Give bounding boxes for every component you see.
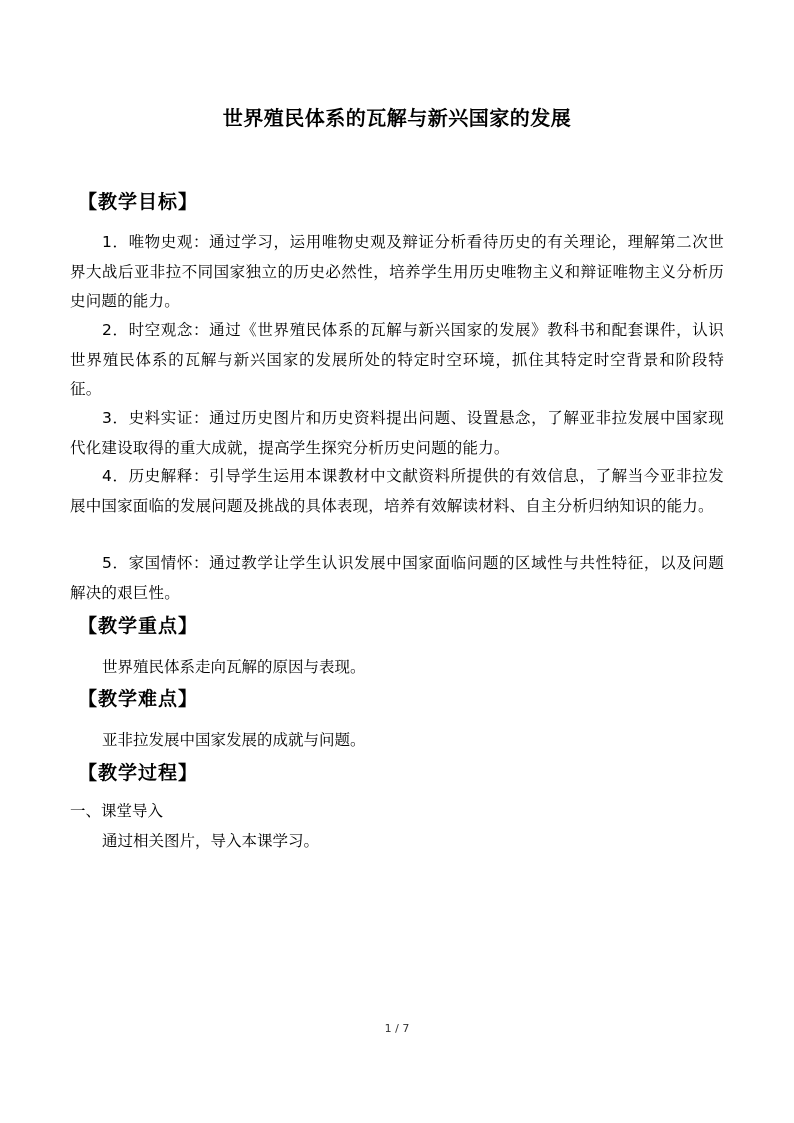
heading-difficulties: 【教学难点】 [78,688,199,710]
objective-item-5: 5．家国情怀：通过教学让学生认识发展中国家面临问题的区域性与共性特征，以及问题解决的艰巨性。 [70,554,724,602]
objective-item-1: 1．唯物史观：通过学习，运用唯物史观及辩证分析看待历史的有关理论，理解第二次世界大战后亚非拉不同国家独立的历史必然性，培养学生用历史唯物主义和辩证唯物主义分析历史问题的能力。 [70,233,724,310]
process-step-text: 通过相关图片，导入本课学习。 [102,832,320,850]
objective-item-4: 4．历史解释：引导学生运用本课教材中文献资料所提供的有效信息，了解当今亚非拉发展中国家面临的发展问题及挑战的具体表现，培养有效解读材料、自主分析归纳知识的能力。 [70,467,724,515]
page-number: 1 / 7 [384,1022,410,1035]
heading-process: 【教学过程】 [78,762,199,784]
key-points-text: 世界殖民体系走向瓦解的原因与表现。 [102,658,366,676]
heading-objectives: 【教学目标】 [78,191,199,213]
objective-item-3: 3．史料实证：通过历史图片和历史资料提出问题、设置悬念，了解亚非拉发展中国家现代化建设取得的重大成就，提高学生探究分析历史问题的能力。 [70,409,724,457]
difficulties-text: 亚非拉发展中国家发展的成就与问题。 [102,731,366,749]
objective-item-2: 2．时空观念：通过《世界殖民体系的瓦解与新兴国家的发展》教科书和配套课件，认识世界殖民体系的瓦解与新兴国家的发展所处的特定时空环境，抓住其特定时空背景和阶段特征。 [70,321,724,398]
document-title: 世界殖民体系的瓦解与新兴国家的发展 [222,106,572,130]
process-step-title: 一、课堂导入 [70,802,164,820]
heading-key-points: 【教学重点】 [78,615,199,637]
